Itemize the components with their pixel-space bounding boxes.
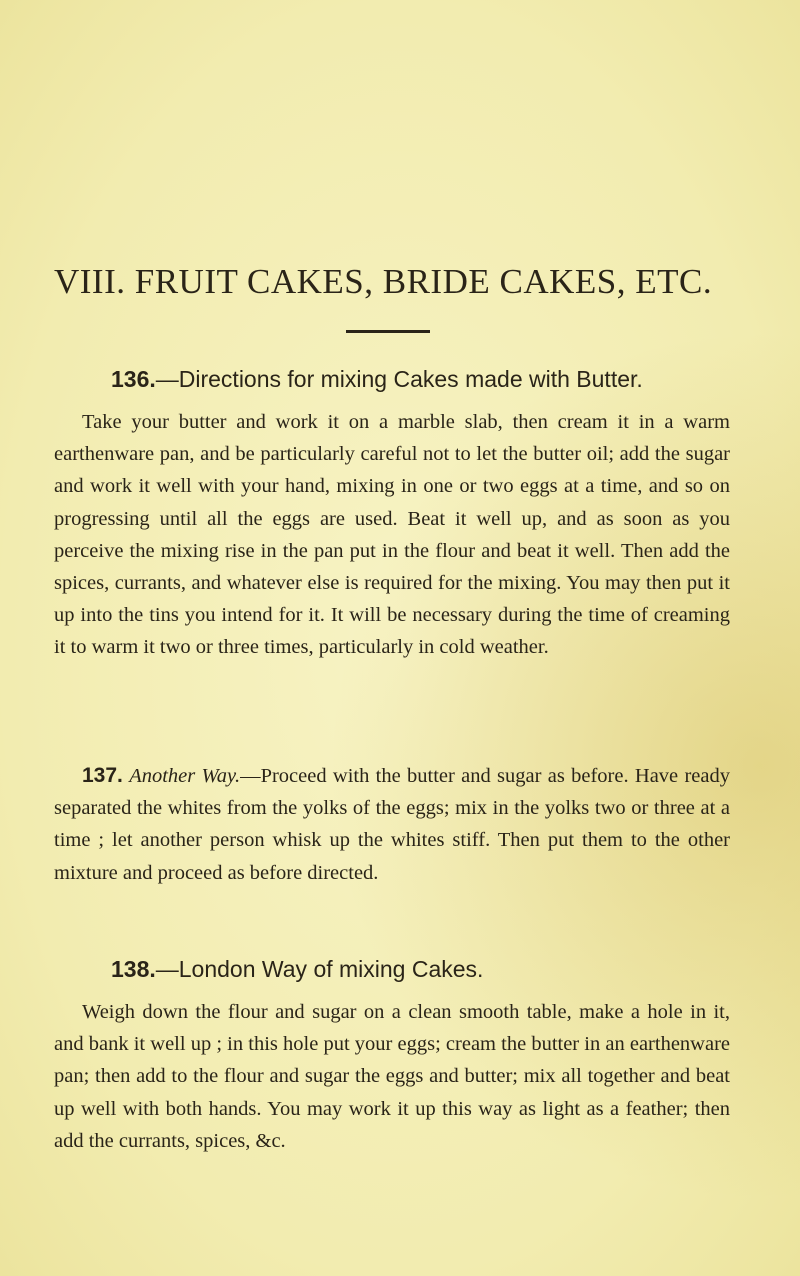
section-136-number: 136. (111, 366, 156, 392)
section-138-number: 138. (111, 956, 156, 982)
section-136-title: —Directions for mixing Cakes made with Butter. (155, 366, 643, 392)
section-138-title: —London Way of mixing Cakes. (155, 956, 484, 982)
chapter-title: VIII. FRUIT CAKES, BRIDE CAKES, ETC. (54, 262, 713, 301)
section-138-body: Weigh down the flour and sugar on a clean smooth table, make a hole in it, and bank it well up ; in this hole put your eggs; cream the butter in an earthenware pan; then add to the flour and sugar the eggs and butter; mix all together and beat up well with both hands. You may work it up this way as light as a feather; then add the currants, spices, &c. (54, 1001, 730, 1152)
section-136-body: Take your butter and work it on a marble slab, then cream it in a warm earthenware pan, and be particularly careful not to let the butter oil; add the sugar and work it well with your hand, mixing in one or two eggs at a time, and so on progressing until all the eggs are used. Beat it well up, and as soon as you perceive the mixing rise in the pan put in the flour and beat it well. Then add the spices, currants, and whatever else is required for the mixing. You may then put it up into the tins you intend for it. It will be necessary during the time of creaming it to warm it two or three times, particularly in cold weather. (54, 411, 730, 659)
section-137-title: Another Way. (129, 765, 241, 787)
section-136-heading (111, 366, 643, 393)
section-138-heading (111, 956, 483, 983)
section-137-body: 137. Another Way.—Proceed with the butter and sugar as before. Have ready separated the whites from the yolks of the eggs; mix in the yolks two or three at a time ; let another person whisk up the whites stiff. Then put them to the other mixture and proceed as before directed. (54, 764, 730, 884)
section-137-number: 137. (82, 764, 123, 787)
title-divider (346, 330, 430, 333)
